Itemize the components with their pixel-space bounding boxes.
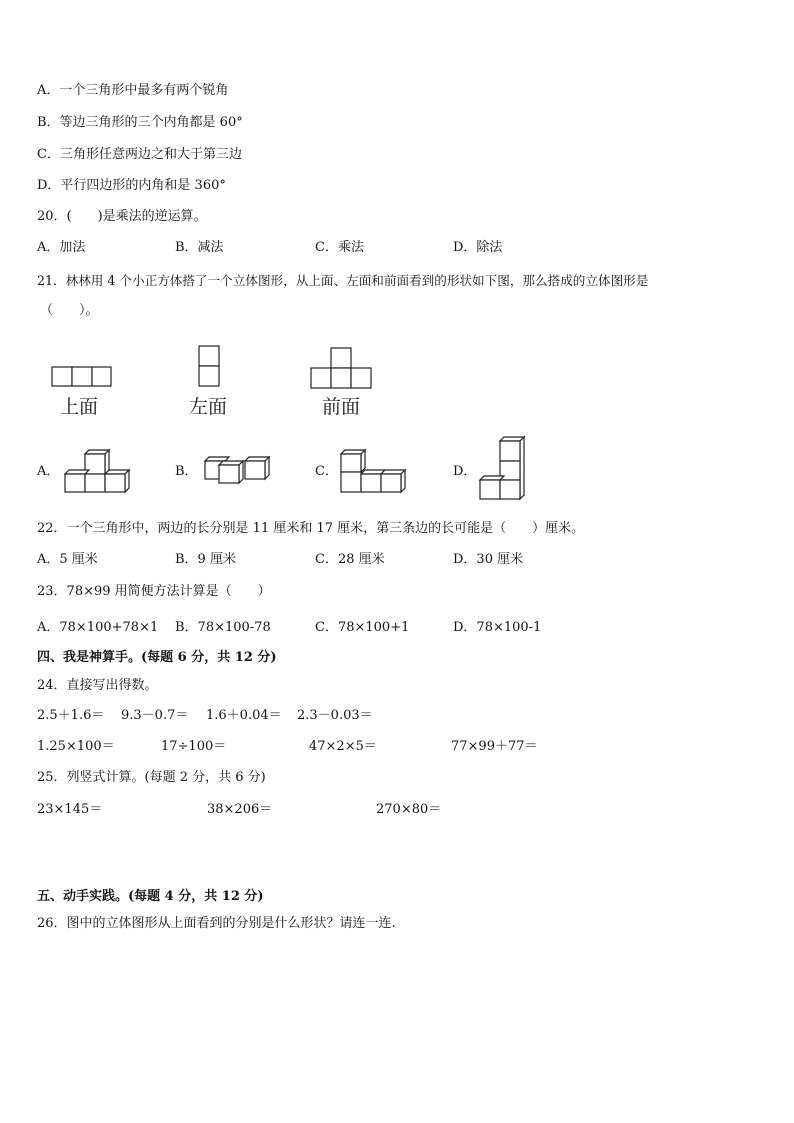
q19-option-d: D．平行四边形的内角和是 360° [37, 178, 226, 193]
front-view-label: 前面 [322, 396, 361, 418]
top-view-figure [50, 365, 114, 389]
left-view-figure [197, 344, 223, 388]
section-4-title: 四、我是神算手。(每题 6 分，共 12 分) [37, 650, 277, 665]
q21-option-d-solid [478, 435, 528, 503]
q24-item-6: 17÷100＝ [161, 739, 227, 754]
q24-item-2: 9.3－0.7＝ [121, 708, 189, 723]
q19-option-c: C．三角形任意两边之和大于第三边 [37, 147, 242, 162]
q24-item-4: 2.3－0.03＝ [297, 708, 373, 723]
q21-option-c-solid [339, 448, 411, 494]
q23-option-a: A．78×100+78×1 [37, 620, 159, 635]
left-view-label: 左面 [189, 396, 228, 418]
q21-option-b-letter: B． [175, 464, 198, 479]
q25-item-2: 38×206＝ [207, 802, 273, 817]
q25-item-3: 270×80＝ [376, 802, 442, 817]
q23-option-b: B．78×100-78 [175, 620, 271, 635]
q20-option-c: C．乘法 [315, 240, 364, 255]
q24-item-5: 1.25×100＝ [37, 739, 115, 754]
top-view-label: 上面 [60, 396, 99, 418]
q21-stem-continued: （ ）。 [40, 303, 99, 318]
q24-item-8: 77×99＋77＝ [451, 739, 538, 754]
q21-option-a-solid [63, 448, 135, 494]
q26-stem: 26．图中的立体图形从上面看到的分别是什么形状？请连一连. [37, 916, 396, 931]
section-5-title: 五、动手实践。(每题 4 分，共 12 分) [37, 889, 264, 904]
q22-stem: 22．一个三角形中，两边的长分别是 11 厘米和 17 厘米，第三条边的长可能是（ ）厘米。 [37, 521, 585, 536]
q24-item-7: 47×2×5＝ [309, 739, 377, 754]
q23-option-c: C．78×100+1 [315, 620, 410, 635]
q20-option-b: B．减法 [175, 240, 224, 255]
q24-stem: 24．直接写出得数。 [37, 678, 158, 693]
q25-stem: 25．列竖式计算。(每题 2 分，共 6 分) [37, 770, 266, 785]
q22-option-b: B．9 厘米 [175, 552, 236, 567]
front-view-figure [309, 346, 375, 390]
q21-option-d-letter: D． [453, 464, 477, 479]
q22-option-a: A．5 厘米 [37, 552, 98, 567]
q19-option-b: B．等边三角形的三个内角都是 60° [37, 115, 243, 130]
q24-item-3: 1.6＋0.04＝ [206, 708, 282, 723]
q21-option-b-solid [201, 453, 273, 487]
q22-option-d: D．30 厘米 [453, 552, 524, 567]
q21-stem: 21．林林用 4 个小正方体搭了一个立体图形，从上面、左面和前面看到的形状如下图，那么搭成的立体图形是 [37, 273, 649, 288]
q23-stem: 23．78×99 用简便方法计算是（ ） [37, 584, 271, 599]
q25-item-1: 23×145＝ [37, 802, 103, 817]
q24-item-1: 2.5＋1.6＝ [37, 708, 105, 723]
q19-option-a: A．一个三角形中最多有两个锐角 [37, 83, 229, 98]
q20-stem: 20．( )是乘法的逆运算。 [37, 209, 207, 224]
q20-option-a: A．加法 [37, 240, 86, 255]
q23-option-d: D．78×100-1 [453, 620, 542, 635]
q21-option-a-letter: A． [37, 464, 60, 479]
q21-option-c-letter: C． [315, 464, 338, 479]
q22-option-c: C．28 厘米 [315, 552, 385, 567]
q20-option-d: D．除法 [453, 240, 503, 255]
